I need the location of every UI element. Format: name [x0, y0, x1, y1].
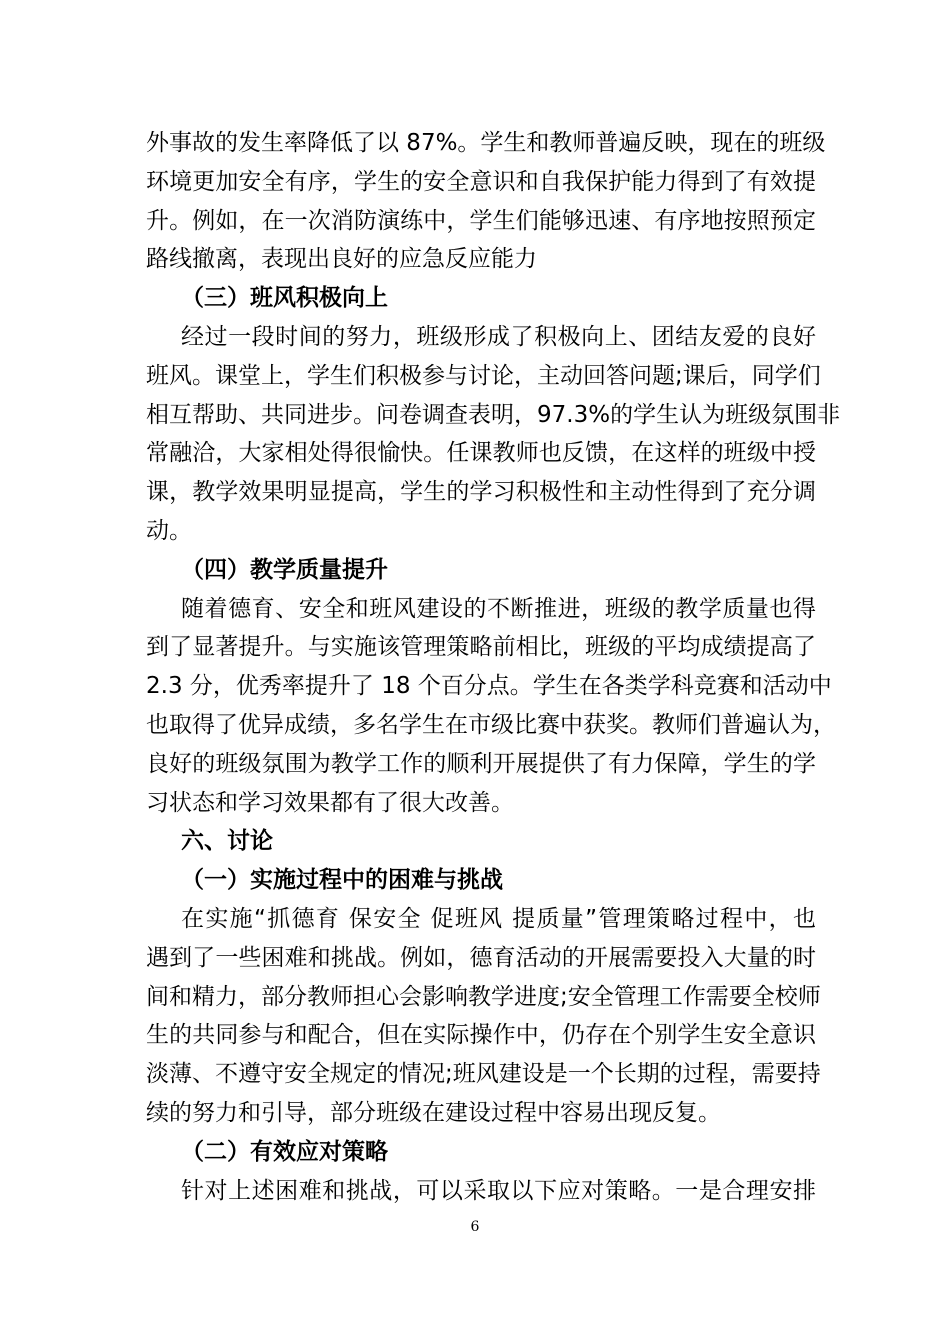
body-line: 环境更加安全有序，学生的安全意识和自我保护能力得到了有效提: [146, 168, 816, 195]
body-line: 针对上述困难和挑战，可以采取以下应对策略。一是合理安排: [181, 1177, 816, 1204]
body-line: 相互帮助、共同进步。问卷调查表明，97.3%的学生认为班级氛围非: [146, 401, 841, 428]
body-line: 在实施“抓德育 保安全 促班风 提质量”管理策略过程中，也: [181, 905, 816, 932]
section-heading-4: （四）教学质量提升: [181, 556, 388, 583]
body-line: 也取得了优异成绩，多名学生在市级比赛中获奖。教师们普遍认为，: [146, 711, 836, 738]
body-line: 班风。课堂上，学生们积极参与讨论，主动回答问题;课后，同学们: [146, 362, 821, 389]
body-line: 升。例如，在一次消防演练中，学生们能够迅速、有序地按照预定: [146, 207, 816, 234]
body-line: 良好的班级氛围为教学工作的顺利开展提供了有力保障，学生的学: [146, 750, 816, 777]
chapter-heading-discussion: 六、讨论: [181, 828, 273, 855]
page-number: 6: [470, 1219, 480, 1235]
body-line: 外事故的发生率降低了以 87%。学生和教师普遍反映，现在的班级: [146, 130, 826, 156]
body-line: 淡薄、不遵守安全规定的情况;班风建设是一个长期的过程，需要持: [146, 1061, 821, 1088]
section-heading-2: （二）有效应对策略: [181, 1138, 388, 1165]
body-line: 续的努力和引导，部分班级在建设过程中容易出现反复。: [146, 1099, 721, 1126]
body-line: 经过一段时间的努力，班级形成了积极向上、团结友爱的良好: [181, 323, 816, 350]
body-line: 2.3 分，优秀率提升了 18 个百分点。学生在各类学科竞赛和活动中: [146, 673, 832, 700]
body-line: 动。: [146, 517, 192, 544]
body-line: 随着德育、安全和班风建设的不断推进，班级的教学质量也得: [181, 595, 816, 622]
section-heading-3: （三）班风积极向上: [181, 285, 388, 312]
document-body: [146, 124, 841, 1210]
body-line: 生的共同参与和配合，但在实际操作中，仍存在个别学生安全意识: [146, 1022, 816, 1049]
body-line: 路线撤离，表现出良好的应急反应能力: [146, 246, 537, 273]
body-line: 到了显著提升。与实施该管理策略前相比，班级的平均成绩提高了: [146, 634, 816, 661]
body-line: 常融洽，大家相处得很愉快。任课教师也反馈，在这样的班级中授: [146, 440, 816, 467]
section-heading-1: （一）实施过程中的困难与挑战: [181, 867, 503, 894]
body-line: 间和精力，部分教师担心会影响教学进度;安全管理工作需要全校师: [146, 983, 821, 1010]
body-line: 遇到了一些困难和挑战。例如，德育活动的开展需要投入大量的时: [146, 944, 816, 971]
body-line: 课，教学效果明显提高，学生的学习积极性和主动性得到了充分调: [146, 479, 816, 506]
body-line: 习状态和学习效果都有了很大改善。: [146, 789, 514, 816]
